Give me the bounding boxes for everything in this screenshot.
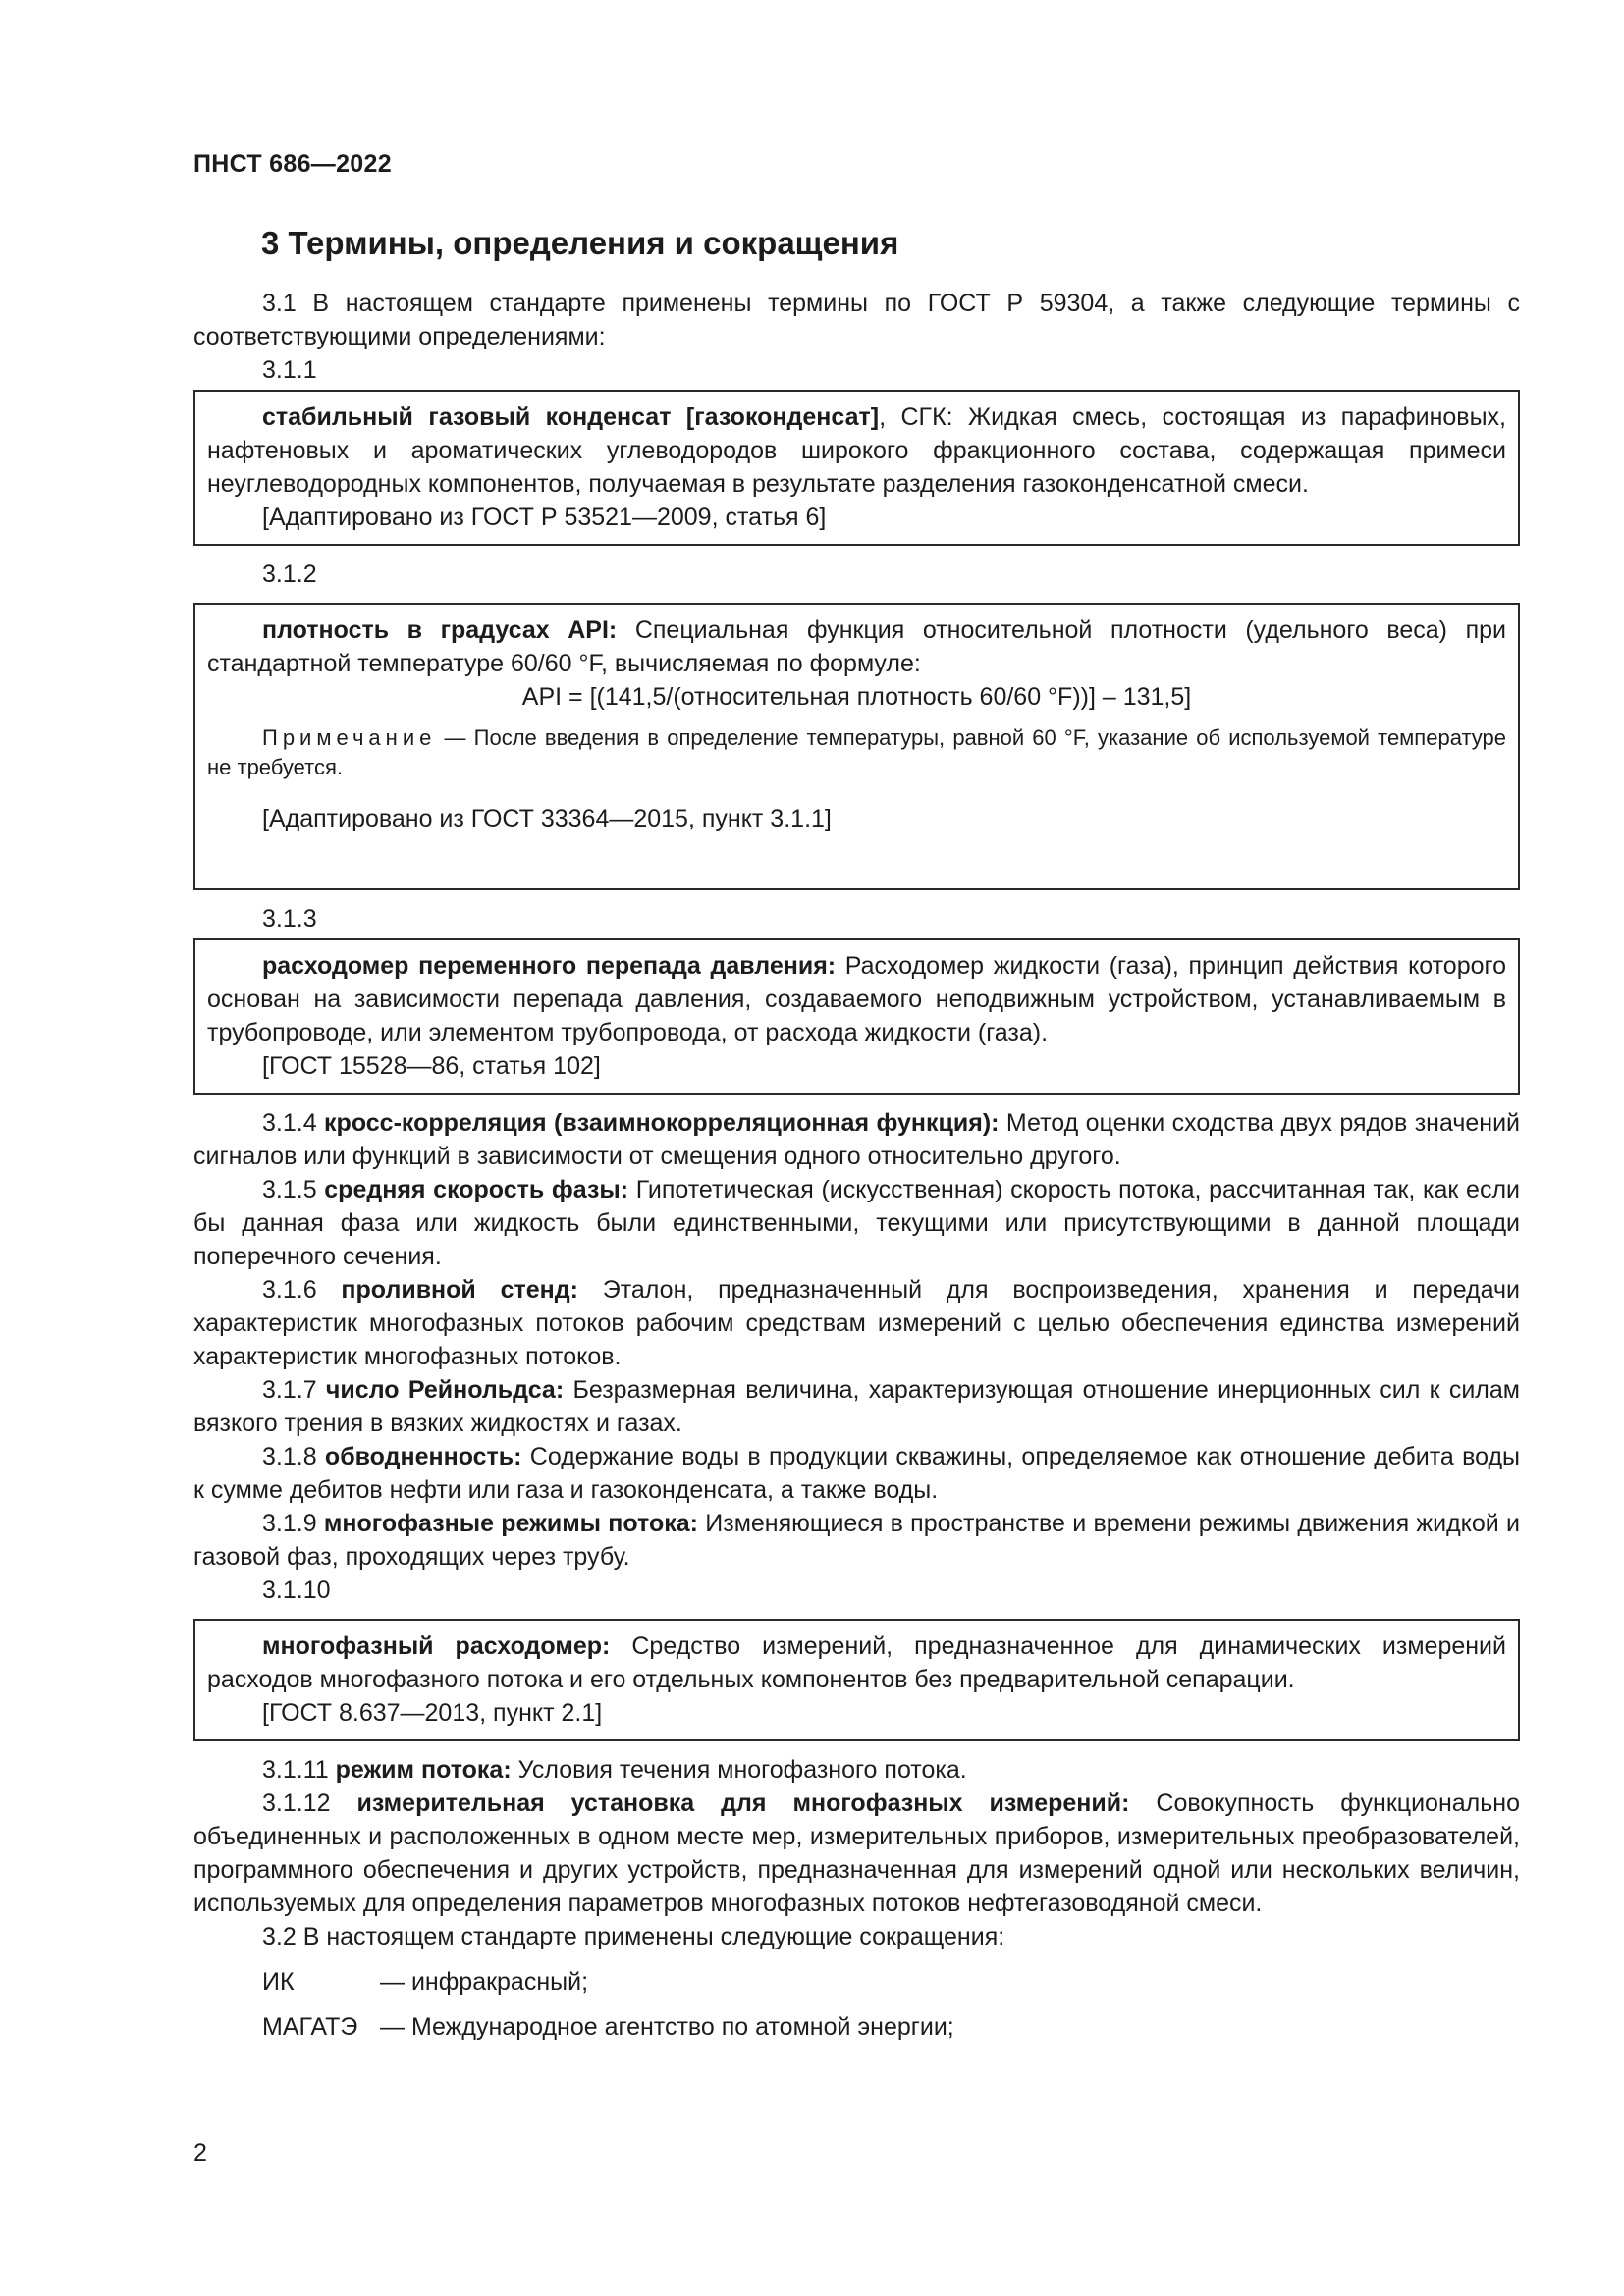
- term-definition: Эталон, предназначенный для воспроизведения, хранения и передачи характеристик многофазных потоков рабочим средствам измерений с целью обеспечения единства измерений характеристик многофазных потоков.: [193, 1276, 1520, 1370]
- abbreviation: ИК: [262, 1968, 295, 1996]
- term-definition: Безразмерная величина, характеризующая отношение инерционных сил к силам вязкого трения в вязких жидкостях и газах.: [193, 1376, 1520, 1437]
- term-definition: Изменяющиеся в пространстве и времени режимы движения жидкой и газовой фаз, проходящих через трубу.: [193, 1510, 1520, 1571]
- term-3-1-1: [207, 400, 1506, 501]
- term-name: средняя скорость фазы:: [324, 1176, 629, 1203]
- formula: API = [(141,5/(относительная плотность 60/60 °F))] – 131,5]: [521, 683, 1192, 711]
- term-name: обводненность:: [324, 1443, 522, 1470]
- term-box-3-1-10: [193, 1619, 1520, 1741]
- term-3-1-5: [193, 1173, 1520, 1273]
- term-3-1-12: [193, 1787, 1520, 1920]
- term-name: расходомер переменного перепада давления:: [262, 952, 837, 980]
- term-definition: Совокупность функционально объединенных и расположенных в одном месте мер, измерительных приборов, измерительных преобразователей, программного обеспечения и других устройств, предназначенная для измерений одной или нескольких величин, используемых для определения параметров многофазных потоков нефтегазоводяной смеси.: [193, 1789, 1520, 1917]
- term-definition: Средство измерений, предназначенное для динамических измерений расходов многофазного потока и его отдельных компонентов без предварительной сепарации.: [207, 1632, 1506, 1693]
- term-definition: Метод оценки сходства двух рядов значений сигналов или функций в зависимости от смещения одного относительно другого.: [193, 1109, 1520, 1170]
- term-name: многофазный расходомер:: [262, 1632, 611, 1660]
- term-definition: Расходомер жидкости (газа), принцип действия которого основан на зависимости перепада давления, создаваемого неподвижным устройством, устанавливаемым в трубопроводе, или элементом трубопровода, от расхода жидкости (газа).: [207, 952, 1506, 1046]
- term-name: число Рейнольдса:: [325, 1376, 565, 1404]
- term-number: 3.1.9: [262, 1510, 317, 1537]
- term-3-1-6: [193, 1273, 1520, 1373]
- term-number: 3.1.8: [262, 1443, 317, 1470]
- term-number: 3.1.12: [262, 1789, 331, 1817]
- term-definition: Условия течения многофазного потока.: [511, 1756, 967, 1784]
- page-content: [193, 287, 1520, 2044]
- abbreviation-description: — инфракрасный;: [380, 1968, 589, 1996]
- term-number-3-1-3: 3.1.3: [262, 905, 317, 933]
- term-number-3-1-1: 3.1.1: [262, 356, 317, 384]
- term-3-1-8: [193, 1440, 1520, 1507]
- term-3-1-9: [193, 1507, 1520, 1574]
- term-name: кросс-корреляция (взаимнокорреляционная функция):: [324, 1109, 1000, 1137]
- term-box-3-1-3: [193, 938, 1520, 1095]
- term-3-1-10: [207, 1629, 1506, 1696]
- term-number: 3.1.7: [262, 1376, 317, 1404]
- term-name: стабильный газовый конденсат [газоконденсат]: [262, 403, 880, 431]
- term-note: [207, 723, 1506, 782]
- term-source: [Адаптировано из ГОСТ Р 53521—2009, статья 6]: [262, 504, 827, 531]
- term-number: 3.1.6: [262, 1276, 317, 1304]
- abbreviation: МАГАТЭ: [262, 2013, 358, 2041]
- abbreviation-row: [193, 2010, 1520, 2044]
- term-number: 3.1.5: [262, 1176, 317, 1203]
- term-definition: Гипотетическая (искусственная) скорость потока, рассчитанная так, как если бы данная фаза или жидкость были единственными, текущими или присутствующими в данной площади поперечного сечения.: [193, 1176, 1520, 1270]
- term-box-3-1-1: [193, 390, 1520, 546]
- term-definition: Содержание воды в продукции скважины, определяемое как отношение дебита воды к сумме дебитов нефти или газа и газоконденсата, а также воды.: [193, 1443, 1520, 1504]
- term-name: режим потока:: [335, 1756, 512, 1784]
- term-name: проливной стенд:: [341, 1276, 578, 1304]
- term-3-1-4: [193, 1106, 1520, 1173]
- term-name: измерительная установка для многофазных измерений:: [356, 1789, 1130, 1817]
- section-title: 3 Термины, определения и сокращения: [261, 225, 899, 261]
- term-source: [ГОСТ 8.637—2013, пункт 2.1]: [262, 1699, 603, 1727]
- term-3-1-2: [207, 614, 1506, 680]
- abbreviation-row: [193, 1965, 1520, 1999]
- term-source: [Адаптировано из ГОСТ 33364—2015, пункт 3.1.1]: [262, 805, 832, 832]
- document-id-header: ПНСТ 686—2022: [193, 150, 392, 178]
- term-number: 3.1.4: [262, 1109, 317, 1137]
- note-text: — После введения в определение температуры, равной 60 °F, указание об используемой температуре не требуется.: [207, 725, 1506, 779]
- page-number: 2: [193, 2139, 207, 2166]
- note-label: Примечание: [262, 725, 437, 750]
- term-number-3-1-10: 3.1.10: [262, 1576, 331, 1604]
- abbreviation-description: — Международное агентство по атомной энергии;: [380, 2013, 954, 2041]
- term-3-1-3: [207, 949, 1506, 1049]
- term-name: плотность в градусах API:: [262, 616, 618, 644]
- term-source: [ГОСТ 15528—86, статья 102]: [262, 1052, 601, 1080]
- term-name: многофазные режимы потока:: [323, 1510, 698, 1537]
- abbreviations-intro: 3.2 В настоящем стандарте применены следующие сокращения:: [262, 1923, 1005, 1950]
- term-definition: , СГК: Жидкая смесь, состоящая из парафиновых, нафтеновых и ароматических углеводородов широкого фракционного состава, содержащая примеси неуглеводородных компонентов, получаемая в результате разделения газоконденсатной смеси.: [207, 403, 1506, 498]
- term-box-3-1-2: [193, 603, 1520, 890]
- term-number-3-1-2: 3.1.2: [262, 561, 317, 588]
- intro-paragraph: 3.1 В настоящем стандарте применены термины по ГОСТ Р 59304, а также следующие термины с соответствующими определениями:: [193, 290, 1520, 350]
- term-3-1-7: [193, 1373, 1520, 1440]
- term-number: 3.1.11: [262, 1756, 329, 1784]
- term-3-1-11: [193, 1753, 1520, 1787]
- term-definition: Специальная функция относительной плотности (удельного веса) при стандартной температуре 60/60 °F, вычисляемая по формуле:: [207, 616, 1506, 677]
